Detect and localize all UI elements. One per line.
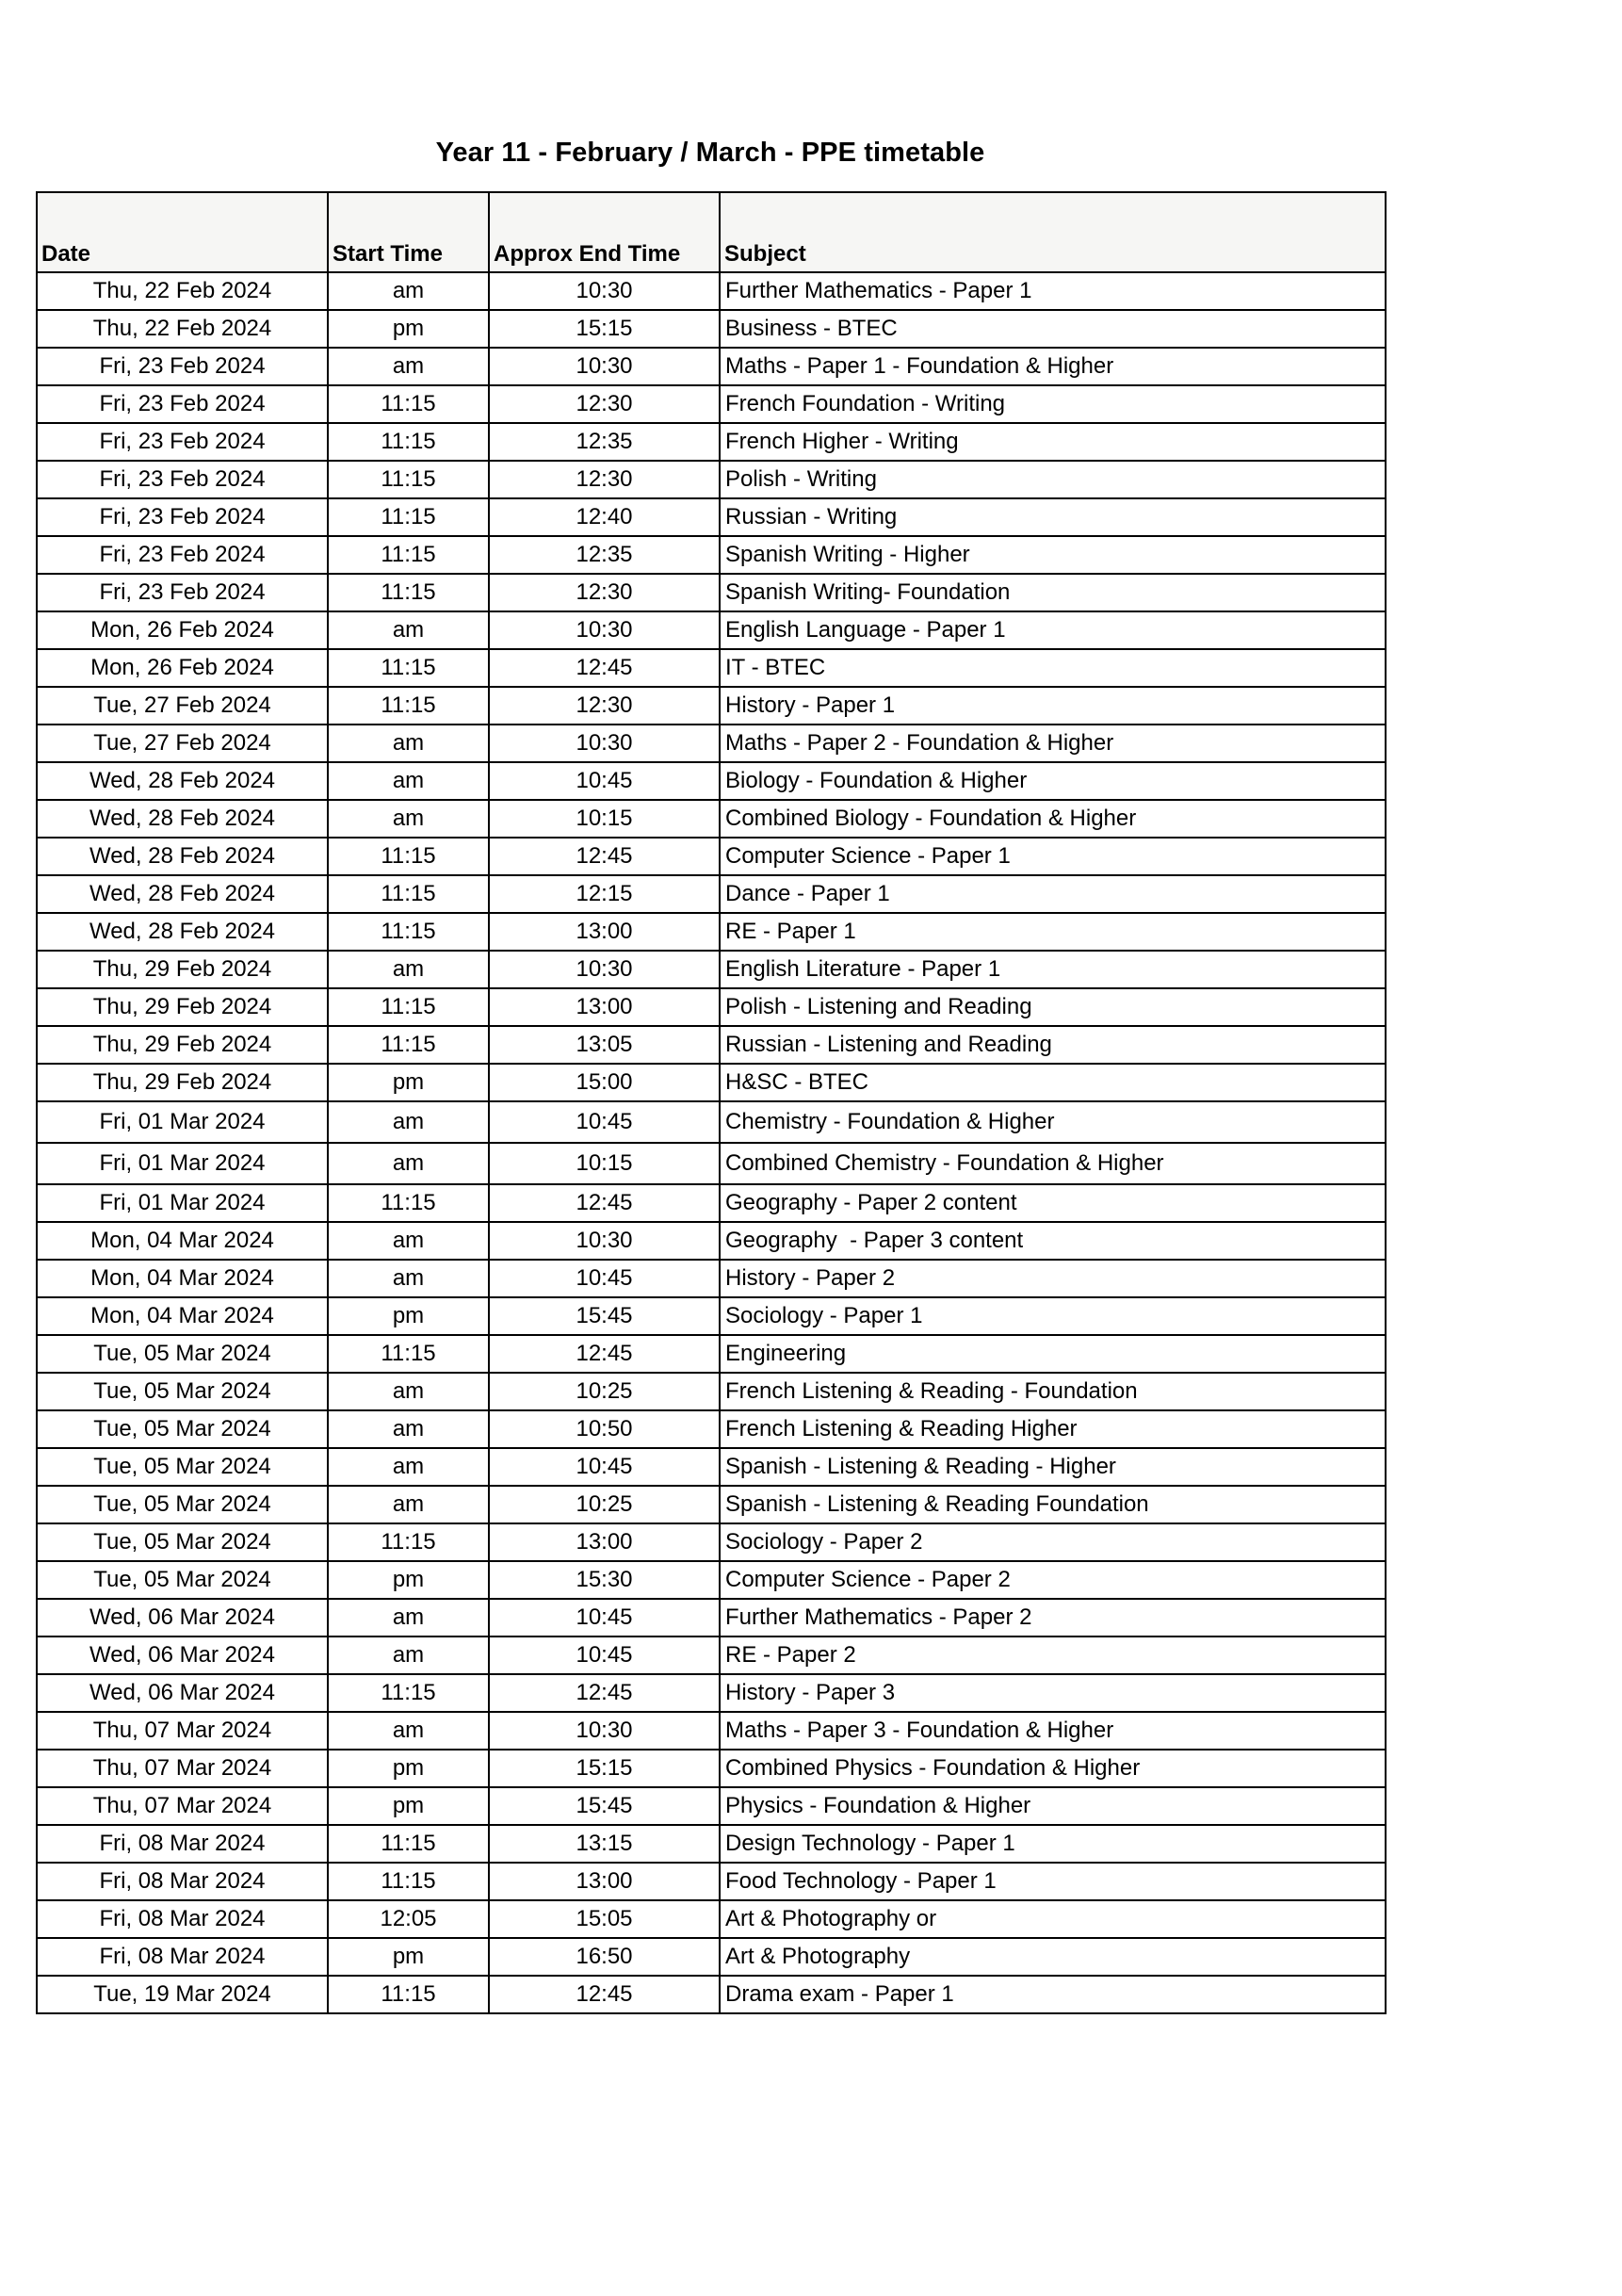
cell-date: Wed, 28 Feb 2024	[37, 838, 328, 875]
cell-start-time: pm	[328, 1064, 489, 1101]
cell-start-time: am	[328, 1143, 489, 1184]
table-row	[37, 1486, 1386, 1523]
cell-start-time: am	[328, 348, 489, 385]
cell-approx-end-time: 15:30	[489, 1561, 720, 1599]
table-row	[37, 1863, 1386, 1900]
cell-date: Thu, 29 Feb 2024	[37, 988, 328, 1026]
cell-start-time: am	[328, 1448, 489, 1486]
cell-date: Thu, 22 Feb 2024	[37, 272, 328, 310]
cell-start-time: 11:15	[328, 913, 489, 951]
column-header-date: Date	[37, 192, 328, 272]
cell-approx-end-time: 10:30	[489, 348, 720, 385]
cell-start-time: am	[328, 1410, 489, 1448]
cell-start-time: pm	[328, 1297, 489, 1335]
table-row	[37, 536, 1386, 574]
cell-date: Fri, 08 Mar 2024	[37, 1900, 328, 1938]
table-row	[37, 988, 1386, 1026]
cell-start-time: am	[328, 1373, 489, 1410]
cell-start-time: 11:15	[328, 988, 489, 1026]
table-row	[37, 1599, 1386, 1637]
cell-date: Tue, 05 Mar 2024	[37, 1561, 328, 1599]
cell-start-time: 11:15	[328, 875, 489, 913]
cell-subject: History - Paper 1	[720, 687, 1386, 725]
cell-subject: Maths - Paper 2 - Foundation & Higher	[720, 725, 1386, 762]
cell-subject: Polish - Listening and Reading	[720, 988, 1386, 1026]
cell-approx-end-time: 13:05	[489, 1026, 720, 1064]
cell-approx-end-time: 10:30	[489, 1222, 720, 1260]
table-row	[37, 611, 1386, 649]
table-row	[37, 272, 1386, 310]
cell-approx-end-time: 15:45	[489, 1787, 720, 1825]
cell-subject: H&SC - BTEC	[720, 1064, 1386, 1101]
cell-start-time: 11:15	[328, 1523, 489, 1561]
cell-start-time: 11:15	[328, 1026, 489, 1064]
cell-start-time: am	[328, 762, 489, 800]
table-row	[37, 1900, 1386, 1938]
table-row	[37, 838, 1386, 875]
cell-subject: Dance - Paper 1	[720, 875, 1386, 913]
table-row	[37, 800, 1386, 838]
table-row	[37, 1637, 1386, 1674]
page-title: Year 11 - February / March - PPE timetable	[435, 138, 985, 168]
cell-date: Thu, 07 Mar 2024	[37, 1787, 328, 1825]
cell-approx-end-time: 10:30	[489, 1712, 720, 1750]
cell-approx-end-time: 10:45	[489, 1448, 720, 1486]
table-row	[37, 1750, 1386, 1787]
cell-subject: RE - Paper 2	[720, 1637, 1386, 1674]
cell-approx-end-time: 12:45	[489, 649, 720, 687]
cell-date: Mon, 04 Mar 2024	[37, 1260, 328, 1297]
cell-start-time: am	[328, 611, 489, 649]
table-row	[37, 762, 1386, 800]
cell-subject: Biology - Foundation & Higher	[720, 762, 1386, 800]
table-row	[37, 1674, 1386, 1712]
cell-approx-end-time: 15:15	[489, 1750, 720, 1787]
cell-subject: Food Technology - Paper 1	[720, 1863, 1386, 1900]
cell-approx-end-time: 12:30	[489, 385, 720, 423]
cell-date: Tue, 27 Feb 2024	[37, 725, 328, 762]
cell-subject: Spanish - Listening & Reading - Higher	[720, 1448, 1386, 1486]
cell-date: Thu, 22 Feb 2024	[37, 310, 328, 348]
table-row	[37, 1143, 1386, 1184]
cell-date: Tue, 05 Mar 2024	[37, 1448, 328, 1486]
cell-subject: Spanish - Listening & Reading Foundation	[720, 1486, 1386, 1523]
cell-date: Tue, 05 Mar 2024	[37, 1523, 328, 1561]
cell-approx-end-time: 12:40	[489, 498, 720, 536]
cell-date: Tue, 27 Feb 2024	[37, 687, 328, 725]
cell-approx-end-time: 15:05	[489, 1900, 720, 1938]
cell-date: Fri, 08 Mar 2024	[37, 1863, 328, 1900]
cell-start-time: 11:15	[328, 1674, 489, 1712]
column-header-subject: Subject	[720, 192, 1386, 272]
cell-date: Fri, 01 Mar 2024	[37, 1143, 328, 1184]
cell-subject: Combined Chemistry - Foundation & Higher	[720, 1143, 1386, 1184]
cell-start-time: am	[328, 800, 489, 838]
cell-subject: Art & Photography	[720, 1938, 1386, 1976]
cell-subject: Combined Physics - Foundation & Higher	[720, 1750, 1386, 1787]
cell-subject: Engineering	[720, 1335, 1386, 1373]
cell-subject: Geography - Paper 2 content	[720, 1184, 1386, 1222]
cell-approx-end-time: 10:15	[489, 800, 720, 838]
cell-approx-end-time: 13:00	[489, 1523, 720, 1561]
cell-date: Fri, 01 Mar 2024	[37, 1184, 328, 1222]
table-row	[37, 687, 1386, 725]
cell-date: Thu, 07 Mar 2024	[37, 1712, 328, 1750]
cell-start-time: am	[328, 1260, 489, 1297]
cell-start-time: 11:15	[328, 1863, 489, 1900]
cell-subject: Chemistry - Foundation & Higher	[720, 1101, 1386, 1143]
table-row	[37, 1222, 1386, 1260]
cell-approx-end-time: 10:30	[489, 611, 720, 649]
column-header-approx-end-time: Approx End Time	[489, 192, 720, 272]
cell-date: Fri, 23 Feb 2024	[37, 536, 328, 574]
cell-date: Fri, 23 Feb 2024	[37, 348, 328, 385]
ppe-timetable	[36, 191, 1387, 2014]
cell-subject: Sociology - Paper 2	[720, 1523, 1386, 1561]
cell-date: Thu, 07 Mar 2024	[37, 1750, 328, 1787]
cell-date: Fri, 23 Feb 2024	[37, 574, 328, 611]
cell-start-time: 12:05	[328, 1900, 489, 1938]
cell-subject: Spanish Writing - Higher	[720, 536, 1386, 574]
table-row	[37, 951, 1386, 988]
cell-date: Wed, 06 Mar 2024	[37, 1599, 328, 1637]
cell-subject: Polish - Writing	[720, 461, 1386, 498]
cell-date: Mon, 26 Feb 2024	[37, 611, 328, 649]
cell-subject: Geography - Paper 3 content	[720, 1222, 1386, 1260]
cell-subject: Computer Science - Paper 2	[720, 1561, 1386, 1599]
cell-approx-end-time: 10:30	[489, 951, 720, 988]
cell-subject: History - Paper 2	[720, 1260, 1386, 1297]
cell-date: Wed, 28 Feb 2024	[37, 875, 328, 913]
cell-approx-end-time: 10:25	[489, 1373, 720, 1410]
table-row	[37, 574, 1386, 611]
cell-start-time: 11:15	[328, 385, 489, 423]
cell-date: Thu, 29 Feb 2024	[37, 1064, 328, 1101]
cell-subject: Business - BTEC	[720, 310, 1386, 348]
cell-subject: French Higher - Writing	[720, 423, 1386, 461]
cell-date: Fri, 23 Feb 2024	[37, 461, 328, 498]
cell-approx-end-time: 12:35	[489, 536, 720, 574]
cell-approx-end-time: 13:15	[489, 1825, 720, 1863]
cell-approx-end-time: 10:45	[489, 1599, 720, 1637]
cell-date: Wed, 28 Feb 2024	[37, 800, 328, 838]
cell-start-time: am	[328, 725, 489, 762]
column-header-start-time: Start Time	[328, 192, 489, 272]
cell-approx-end-time: 12:45	[489, 838, 720, 875]
cell-approx-end-time: 10:45	[489, 1637, 720, 1674]
table-row	[37, 1523, 1386, 1561]
cell-start-time: am	[328, 951, 489, 988]
table-row	[37, 461, 1386, 498]
cell-date: Tue, 05 Mar 2024	[37, 1335, 328, 1373]
cell-start-time: 11:15	[328, 536, 489, 574]
cell-date: Fri, 23 Feb 2024	[37, 498, 328, 536]
cell-approx-end-time: 15:45	[489, 1297, 720, 1335]
cell-approx-end-time: 12:30	[489, 687, 720, 725]
cell-subject: English Language - Paper 1	[720, 611, 1386, 649]
cell-approx-end-time: 12:35	[489, 423, 720, 461]
cell-approx-end-time: 10:45	[489, 762, 720, 800]
cell-date: Wed, 28 Feb 2024	[37, 913, 328, 951]
cell-subject: Sociology - Paper 1	[720, 1297, 1386, 1335]
cell-subject: Further Mathematics - Paper 1	[720, 272, 1386, 310]
cell-date: Fri, 08 Mar 2024	[37, 1825, 328, 1863]
table-row	[37, 875, 1386, 913]
cell-start-time: am	[328, 1599, 489, 1637]
cell-subject: Spanish Writing- Foundation	[720, 574, 1386, 611]
cell-start-time: 11:15	[328, 649, 489, 687]
cell-start-time: pm	[328, 1938, 489, 1976]
cell-approx-end-time: 12:45	[489, 1335, 720, 1373]
table-row	[37, 1260, 1386, 1297]
cell-date: Tue, 19 Mar 2024	[37, 1976, 328, 2013]
cell-start-time: 11:15	[328, 1976, 489, 2013]
table-row	[37, 1561, 1386, 1599]
cell-start-time: 11:15	[328, 461, 489, 498]
table-row	[37, 1297, 1386, 1335]
cell-start-time: am	[328, 1712, 489, 1750]
cell-approx-end-time: 13:00	[489, 913, 720, 951]
cell-date: Wed, 28 Feb 2024	[37, 762, 328, 800]
cell-subject: Further Mathematics - Paper 2	[720, 1599, 1386, 1637]
cell-start-time: am	[328, 1222, 489, 1260]
cell-approx-end-time: 10:30	[489, 272, 720, 310]
table-row	[37, 385, 1386, 423]
cell-approx-end-time: 12:45	[489, 1976, 720, 2013]
cell-approx-end-time: 15:00	[489, 1064, 720, 1101]
table-row	[37, 1448, 1386, 1486]
cell-start-time: 11:15	[328, 498, 489, 536]
cell-approx-end-time: 13:00	[489, 1863, 720, 1900]
cell-subject: IT - BTEC	[720, 649, 1386, 687]
cell-subject: History - Paper 3	[720, 1674, 1386, 1712]
cell-subject: English Literature - Paper 1	[720, 951, 1386, 988]
cell-start-time: pm	[328, 1750, 489, 1787]
cell-subject: Art & Photography or	[720, 1900, 1386, 1938]
cell-subject: Combined Biology - Foundation & Higher	[720, 800, 1386, 838]
cell-subject: Drama exam - Paper 1	[720, 1976, 1386, 2013]
cell-approx-end-time: 10:50	[489, 1410, 720, 1448]
cell-start-time: 11:15	[328, 1825, 489, 1863]
cell-subject: French Listening & Reading - Foundation	[720, 1373, 1386, 1410]
table-row	[37, 1938, 1386, 1976]
cell-approx-end-time: 12:30	[489, 574, 720, 611]
table-row	[37, 498, 1386, 536]
cell-date: Wed, 06 Mar 2024	[37, 1674, 328, 1712]
cell-date: Fri, 01 Mar 2024	[37, 1101, 328, 1143]
cell-date: Mon, 04 Mar 2024	[37, 1297, 328, 1335]
cell-start-time: 11:15	[328, 1335, 489, 1373]
table-body	[37, 272, 1386, 2013]
cell-date: Mon, 04 Mar 2024	[37, 1222, 328, 1260]
cell-start-time: am	[328, 1101, 489, 1143]
cell-approx-end-time: 15:15	[489, 310, 720, 348]
cell-date: Wed, 06 Mar 2024	[37, 1637, 328, 1674]
table-row	[37, 1064, 1386, 1101]
cell-approx-end-time: 10:45	[489, 1101, 720, 1143]
table-row	[37, 913, 1386, 951]
cell-start-time: am	[328, 272, 489, 310]
cell-date: Tue, 05 Mar 2024	[37, 1373, 328, 1410]
cell-subject: Russian - Writing	[720, 498, 1386, 536]
cell-approx-end-time: 12:45	[489, 1184, 720, 1222]
cell-date: Tue, 05 Mar 2024	[37, 1410, 328, 1448]
cell-date: Mon, 26 Feb 2024	[37, 649, 328, 687]
cell-subject: Physics - Foundation & Higher	[720, 1787, 1386, 1825]
table-row	[37, 725, 1386, 762]
cell-approx-end-time: 10:15	[489, 1143, 720, 1184]
table-header-row	[37, 192, 1386, 272]
table-row	[37, 1184, 1386, 1222]
cell-start-time: 11:15	[328, 838, 489, 875]
cell-subject: Design Technology - Paper 1	[720, 1825, 1386, 1863]
cell-subject: Russian - Listening and Reading	[720, 1026, 1386, 1064]
cell-approx-end-time: 12:45	[489, 1674, 720, 1712]
cell-approx-end-time: 16:50	[489, 1938, 720, 1976]
cell-start-time: pm	[328, 310, 489, 348]
table-row	[37, 1825, 1386, 1863]
cell-subject: French Listening & Reading Higher	[720, 1410, 1386, 1448]
cell-approx-end-time: 10:25	[489, 1486, 720, 1523]
table-row	[37, 1712, 1386, 1750]
cell-date: Thu, 29 Feb 2024	[37, 1026, 328, 1064]
cell-start-time: pm	[328, 1787, 489, 1825]
cell-date: Fri, 23 Feb 2024	[37, 385, 328, 423]
table-row	[37, 1101, 1386, 1143]
table-row	[37, 1787, 1386, 1825]
cell-subject: French Foundation - Writing	[720, 385, 1386, 423]
table-row	[37, 310, 1386, 348]
cell-start-time: am	[328, 1486, 489, 1523]
table-row	[37, 1410, 1386, 1448]
cell-approx-end-time: 13:00	[489, 988, 720, 1026]
cell-approx-end-time: 10:30	[489, 725, 720, 762]
cell-date: Thu, 29 Feb 2024	[37, 951, 328, 988]
table-row	[37, 1335, 1386, 1373]
cell-subject: Computer Science - Paper 1	[720, 838, 1386, 875]
table-row	[37, 1373, 1386, 1410]
cell-start-time: 11:15	[328, 423, 489, 461]
cell-subject: Maths - Paper 1 - Foundation & Higher	[720, 348, 1386, 385]
cell-date: Fri, 23 Feb 2024	[37, 423, 328, 461]
cell-start-time: 11:15	[328, 574, 489, 611]
table-row	[37, 423, 1386, 461]
table-row	[37, 1976, 1386, 2013]
cell-date: Fri, 08 Mar 2024	[37, 1938, 328, 1976]
cell-date: Tue, 05 Mar 2024	[37, 1486, 328, 1523]
cell-approx-end-time: 12:30	[489, 461, 720, 498]
cell-approx-end-time: 10:45	[489, 1260, 720, 1297]
cell-subject: RE - Paper 1	[720, 913, 1386, 951]
table-row	[37, 348, 1386, 385]
cell-start-time: 11:15	[328, 1184, 489, 1222]
cell-start-time: pm	[328, 1561, 489, 1599]
cell-approx-end-time: 12:15	[489, 875, 720, 913]
cell-start-time: 11:15	[328, 687, 489, 725]
table-header	[37, 192, 1386, 272]
table-row	[37, 1026, 1386, 1064]
cell-start-time: am	[328, 1637, 489, 1674]
table-row	[37, 649, 1386, 687]
cell-subject: Maths - Paper 3 - Foundation & Higher	[720, 1712, 1386, 1750]
